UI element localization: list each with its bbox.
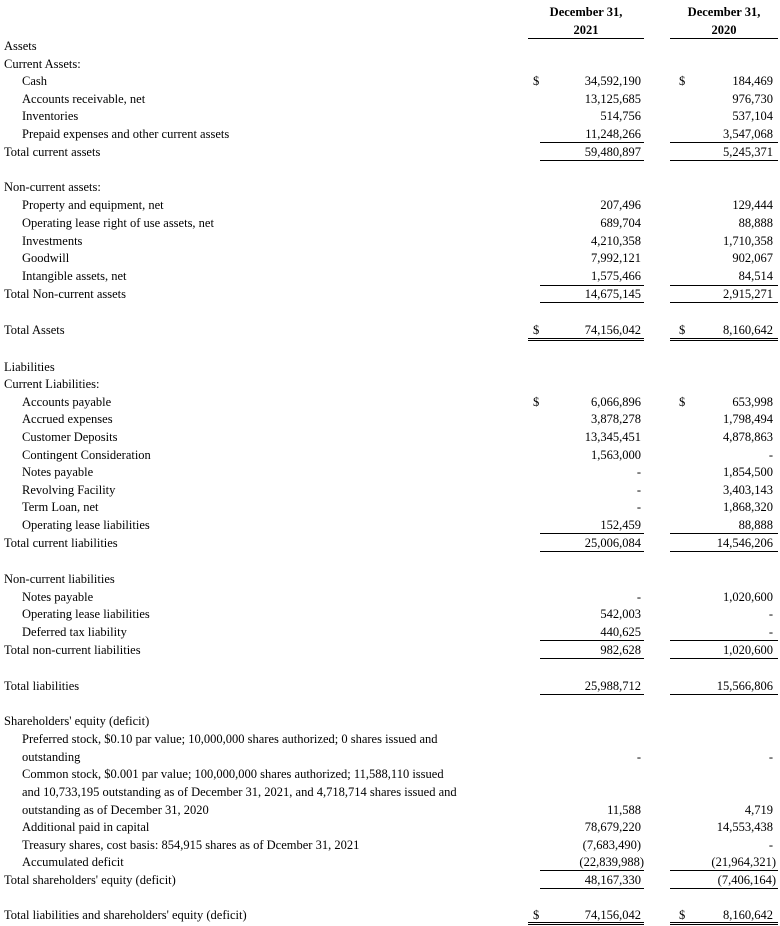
row-total-noncurrent-assets — [0, 285, 780, 303]
row-accrued-expenses — [0, 410, 780, 428]
value-2020: 8,160,642 — [723, 323, 773, 337]
row-customer-deposits — [0, 428, 780, 446]
row-label: Total liabilities — [4, 679, 80, 693]
value-2021: 6,066,896 — [591, 395, 641, 409]
row-goodwill — [0, 249, 780, 267]
value-2021: 14,675,145 — [584, 287, 641, 301]
row-label: Accumulated deficit — [22, 855, 124, 869]
column-header-2020 — [670, 3, 778, 39]
total-rule — [540, 658, 644, 659]
row-label: Revolving Facility — [22, 483, 116, 497]
value-2021: 7,992,121 — [591, 251, 641, 265]
value-2020: 14,546,206 — [716, 536, 773, 550]
row-label: Current Assets: — [4, 57, 81, 71]
total-rule — [670, 551, 778, 552]
value-2021: 25,006,084 — [584, 536, 641, 550]
total-rule — [540, 888, 644, 889]
row-total-noncurrent-liabilities — [0, 641, 780, 659]
value-2020: 88,888 — [738, 518, 773, 532]
value-2021: 3,878,278 — [591, 412, 641, 426]
row-label: Customer Deposits — [22, 430, 118, 444]
column-header-2021 — [528, 3, 644, 39]
total-rule — [670, 160, 778, 161]
value-2020: 3,547,068 — [723, 127, 773, 141]
row-cash — [0, 72, 780, 90]
row-total-liabilities-and-equity — [0, 906, 780, 924]
row-label: Total current assets — [4, 145, 101, 159]
row-noncurrent-notes-payable — [0, 588, 780, 606]
value-2020: 15,566,806 — [716, 679, 773, 693]
value-2020: 1,868,320 — [723, 500, 773, 514]
row-total-assets — [0, 321, 780, 339]
currency-symbol: $ — [533, 74, 540, 88]
value-2021: 542,003 — [600, 607, 641, 621]
row-total-shareholders-equity — [0, 871, 780, 889]
row-label: Investments — [22, 234, 83, 248]
row-label: Total Assets — [4, 323, 65, 337]
row-rou-assets — [0, 214, 780, 232]
row-revolving-facility — [0, 481, 780, 499]
row-common-stock-values — [0, 801, 780, 819]
value-2020: - — [768, 750, 773, 764]
row-label: Accrued expenses — [22, 412, 113, 426]
value-2021: 78,679,220 — [584, 820, 641, 834]
row-total-liabilities — [0, 677, 780, 695]
row-label: Intangible assets, net — [22, 269, 127, 283]
row-label: Non-current liabilities — [4, 572, 115, 586]
value-2020: 976,730 — [732, 92, 773, 106]
value-2020: - — [768, 607, 773, 621]
value-2021: 74,156,042 — [584, 323, 641, 337]
value-2020: 8,160,642 — [723, 908, 773, 922]
row-preferred-stock-values — [0, 748, 780, 766]
row-label: Operating lease liabilities — [22, 518, 150, 532]
currency-symbol: $ — [533, 395, 540, 409]
value-2020: 14,553,438 — [716, 820, 773, 834]
row-label: Assets — [4, 39, 37, 53]
value-2020: 1,710,358 — [723, 234, 773, 248]
row-accumulated-deficit — [0, 853, 780, 871]
row-label: Accounts payable — [22, 395, 112, 409]
value-2020: 84,514 — [738, 269, 773, 283]
value-2020: 902,067 — [732, 251, 773, 265]
row-label: Deferred tax liability — [22, 625, 127, 639]
value-2020: - — [768, 838, 773, 852]
row-contingent-consideration — [0, 446, 780, 464]
value-2020: 1,798,494 — [723, 412, 773, 426]
subsection-noncurrent-assets — [0, 178, 780, 196]
row-label: Inventories — [22, 109, 79, 123]
value-2021: - — [636, 483, 641, 497]
value-2020: 3,403,143 — [723, 483, 773, 497]
value-2021: - — [636, 500, 641, 514]
row-treasury-shares — [0, 836, 780, 854]
value-2021: (22,839,988) — [579, 855, 644, 869]
total-rule — [540, 694, 644, 695]
value-2021: 34,592,190 — [584, 74, 641, 88]
value-2021: 74,156,042 — [584, 908, 641, 922]
value-2020: 88,888 — [738, 216, 773, 230]
total-rule — [540, 160, 644, 161]
value-2020: 5,245,371 — [723, 145, 773, 159]
value-2021: 11,588 — [607, 803, 641, 817]
section-title-liabilities — [0, 358, 780, 376]
row-label: Total non-current liabilities — [4, 643, 141, 657]
value-2021: 13,125,685 — [584, 92, 641, 106]
currency-symbol: $ — [679, 908, 686, 922]
section-title-equity — [0, 712, 780, 730]
value-2021: 440,625 — [600, 625, 641, 639]
row-total-current-assets — [0, 143, 780, 161]
row-label: Total current liabilities — [4, 536, 118, 550]
total-rule — [670, 302, 778, 303]
row-label: Non-current assets: — [4, 180, 101, 194]
currency-symbol: $ — [533, 908, 540, 922]
common-line-2: and 10,733,195 outstanding as of December 31, 2021, and 4,718,714 shares issued and — [22, 785, 457, 799]
row-label: Term Loan, net — [22, 500, 99, 514]
preferred-line-2: outstanding — [22, 750, 81, 764]
value-2021: 1,563,000 — [591, 448, 641, 462]
total-rule — [670, 658, 778, 659]
double-rule — [528, 338, 644, 341]
row-accounts-receivable — [0, 90, 780, 108]
value-2021: 13,345,451 — [584, 430, 641, 444]
value-2020: (7,406,164) — [717, 873, 776, 887]
row-label: Contingent Consideration — [22, 448, 151, 462]
value-2020: - — [768, 625, 773, 639]
value-2021: 59,480,897 — [584, 145, 641, 159]
total-rule — [540, 551, 644, 552]
double-rule — [670, 922, 778, 925]
value-2021: 689,704 — [600, 216, 641, 230]
value-2020: 1,854,500 — [723, 465, 773, 479]
row-investments — [0, 232, 780, 250]
row-additional-paid-in-capital — [0, 818, 780, 836]
row-term-loan — [0, 498, 780, 516]
row-label: Operating lease liabilities — [22, 607, 150, 621]
row-label: Operating lease right of use assets, net — [22, 216, 214, 230]
value-2021: 25,988,712 — [584, 679, 641, 693]
value-2020: 1,020,600 — [723, 643, 773, 657]
value-2021: 152,459 — [600, 518, 641, 532]
column-header-2021-year: 2021 — [573, 23, 599, 37]
row-label: Total shareholders' equity (deficit) — [4, 873, 176, 887]
subsection-current-assets — [0, 55, 780, 73]
double-rule — [670, 338, 778, 341]
total-rule — [670, 888, 778, 889]
value-2020: 653,998 — [732, 395, 773, 409]
value-2021: - — [636, 590, 641, 604]
row-label: Notes payable — [22, 590, 94, 604]
value-2021: 514,756 — [600, 109, 641, 123]
row-total-current-liabilities — [0, 534, 780, 552]
value-2021: 4,210,358 — [591, 234, 641, 248]
common-line-1: Common stock, $0.001 par value; 100,000,000 shares authorized; 11,588,110 issued — [22, 767, 444, 781]
row-label: Shareholders' equity (deficit) — [4, 714, 150, 728]
column-header-2021-line1: December 31, — [549, 5, 623, 19]
total-rule — [540, 302, 644, 303]
row-inventories — [0, 107, 780, 125]
row-deferred-tax-liability — [0, 623, 780, 641]
column-header-2020-line1: December 31, — [687, 5, 761, 19]
subsection-noncurrent-liabilities — [0, 570, 780, 588]
row-label: Additional paid in capital — [22, 820, 150, 834]
value-2020: (21,964,321) — [711, 855, 776, 869]
row-intangible-assets — [0, 267, 780, 285]
row-prepaid-expenses — [0, 125, 780, 143]
value-2021: 207,496 — [600, 198, 641, 212]
value-2021: 1,575,466 — [591, 269, 641, 283]
double-rule — [528, 922, 644, 925]
row-label: Current Liabilities: — [4, 377, 100, 391]
value-2020: 4,878,863 — [723, 430, 773, 444]
row-label: Property and equipment, net — [22, 198, 164, 212]
value-2021: 48,167,330 — [584, 873, 641, 887]
value-2021: - — [636, 465, 641, 479]
currency-symbol: $ — [533, 323, 540, 337]
value-2021: 982,628 — [600, 643, 641, 657]
value-2021: 11,248,266 — [585, 127, 641, 141]
row-label: Total liabilities and shareholders' equity (deficit) — [4, 908, 247, 922]
row-label: Total Non-current assets — [4, 287, 127, 301]
value-2020: 184,469 — [732, 74, 773, 88]
row-label: Accounts receivable, net — [22, 92, 146, 106]
common-line-3: outstanding as of December 31, 2020 — [22, 803, 209, 817]
preferred-line-1: Preferred stock, $0.10 par value; 10,000,000 shares authorized; 0 shares issued and — [22, 732, 438, 746]
value-2020: 537,104 — [732, 109, 773, 123]
value-2020: - — [768, 448, 773, 462]
row-notes-payable — [0, 463, 780, 481]
value-2021: - — [636, 750, 641, 764]
row-property-equipment — [0, 196, 780, 214]
total-rule — [670, 694, 778, 695]
row-noncurrent-operating-lease — [0, 605, 780, 623]
value-2021: (7,683,490) — [582, 838, 641, 852]
row-label: Goodwill — [22, 251, 70, 265]
row-label: Liabilities — [4, 360, 55, 374]
currency-symbol: $ — [679, 323, 686, 337]
row-label: Cash — [22, 74, 47, 88]
currency-symbol: $ — [679, 395, 686, 409]
section-title-assets — [0, 37, 780, 55]
value-2020: 2,915,271 — [723, 287, 773, 301]
subsection-current-liabilities — [0, 375, 780, 393]
row-label: Treasury shares, cost basis: 854,915 shares as of Dcember 31, 2021 — [22, 838, 360, 852]
value-2020: 1,020,600 — [723, 590, 773, 604]
row-label: Prepaid expenses and other current assets — [22, 127, 230, 141]
value-2020: 4,719 — [744, 803, 773, 817]
currency-symbol: $ — [679, 74, 686, 88]
row-accounts-payable — [0, 393, 780, 411]
column-header-2020-year: 2020 — [711, 23, 737, 37]
row-operating-lease-liabilities — [0, 516, 780, 534]
value-2020: 129,444 — [732, 198, 773, 212]
row-label: Notes payable — [22, 465, 94, 479]
